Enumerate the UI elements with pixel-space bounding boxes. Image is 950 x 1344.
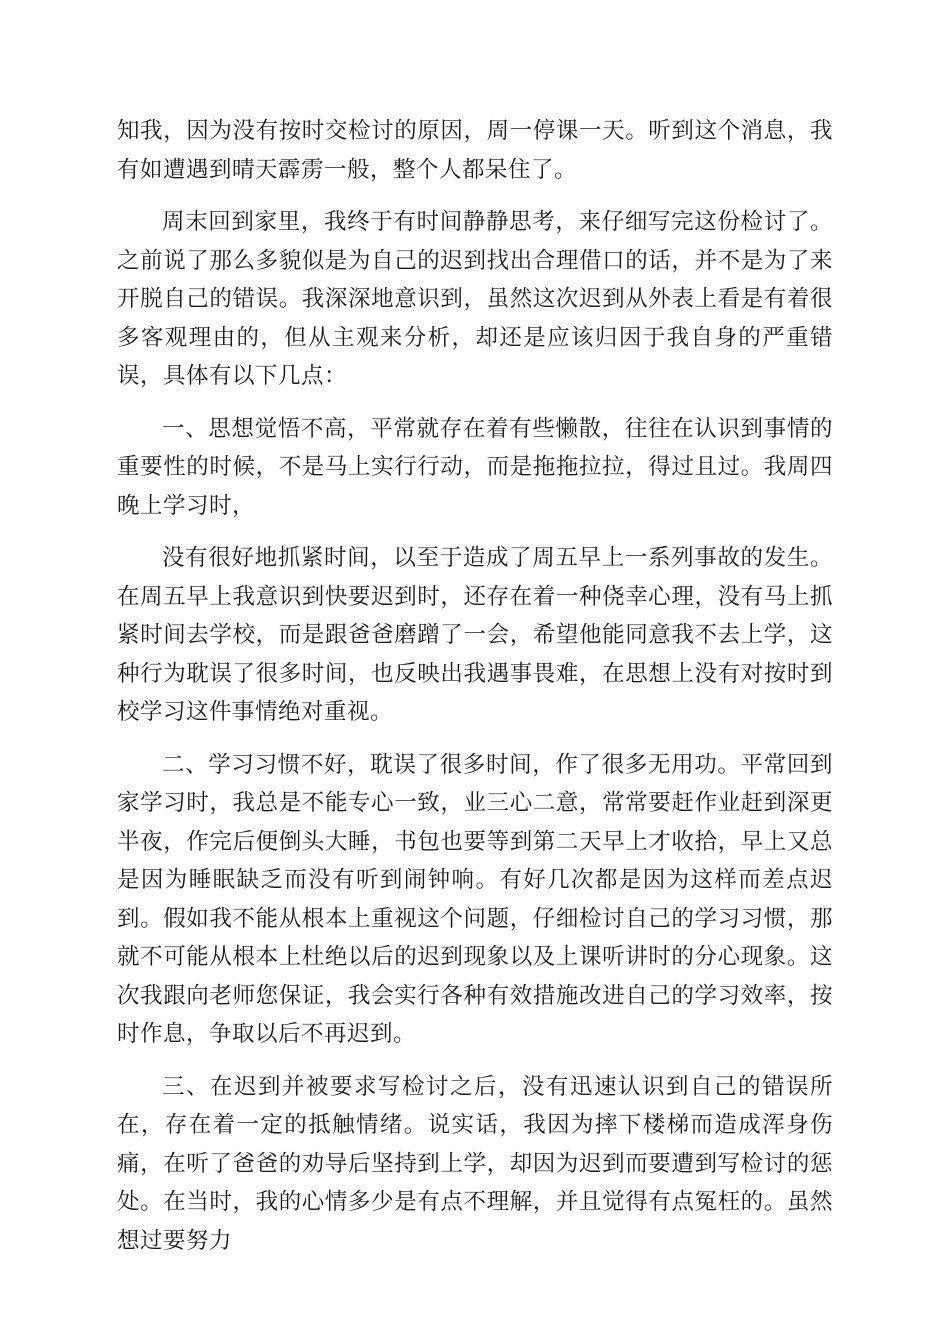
document-body [117, 112, 833, 1260]
paragraph-point-three: 三、在迟到并被要求写检讨之后，没有迅速认识到自己的错误所在，存在着一定的抵触情绪。说实话，我因为摔下楼梯而造成浑身伤痛，在听了爸爸的劝导后坚持到上学，却因为迟到而要遭到写检讨的惩处。在当时，我的心情多少是有点不理解，并且觉得有点冤枉的。虽然想过要努力 [117, 1073, 833, 1254]
paragraph-point-two: 二、学习习惯不好，耽误了很多时间，作了很多无用功。平常回到家学习时，我总是不能专心一致，业三心二意，常常要赶作业赶到深更半夜，作完后便倒头大睡，书包也要等到第二天早上才收拾，早上又总是因为睡眠缺乏而没有听到闹钟响。有好几次都是因为这样而差点迟到。假如我不能从根本上重视这个问题，仔细检讨自己的学习习惯，那就不可能从根本上杜绝以后的迟到现象以及上课听讲时的分心现象。这次我跟向老师您保证，我会实行各种有效措施改进自己的学习效率，按时作息，争取以后不再迟到。 [117, 751, 833, 1047]
paragraph-point-one-detail: 没有很好地抓紧时间，以至于造成了周五早上一系列事故的发生。在周五早上我意识到快要迟到时，还存在着一种侥幸心理，没有马上抓紧时间去学校，而是跟爸爸磨蹭了一会，希望他能同意我不去上学，这种行为耽误了很多时间，也反映出我遇事畏难，在思想上没有对按时到校学习这件事情绝对重视。 [117, 545, 833, 725]
paragraph-point-one: 一、思想觉悟不高，平常就存在着有些懒散，往往在认识到事情的重要性的时候，不是马上实行行动，而是拖拖拉拉，得过且过。我周四晚上学习时， [117, 415, 833, 519]
paragraph-reflection: 周末回到家里，我终于有时间静静思考，来仔细写完这份检讨了。之前说了那么多貌似是为自己的迟到找出合理借口的话，并不是为了来开脱自己的错误。我深深地意识到，虽然这次迟到从外表上看是有着很多客观理由的，但从主观来分析，却还是应该归因于我自身的严重错误，具体有以下几点： [117, 209, 833, 389]
paragraph-continuation: 知我，因为没有按时交检讨的原因，周一停课一天。听到这个消息，我有如遭遇到晴天霹雳一般，整个人都呆住了。 [117, 118, 833, 183]
